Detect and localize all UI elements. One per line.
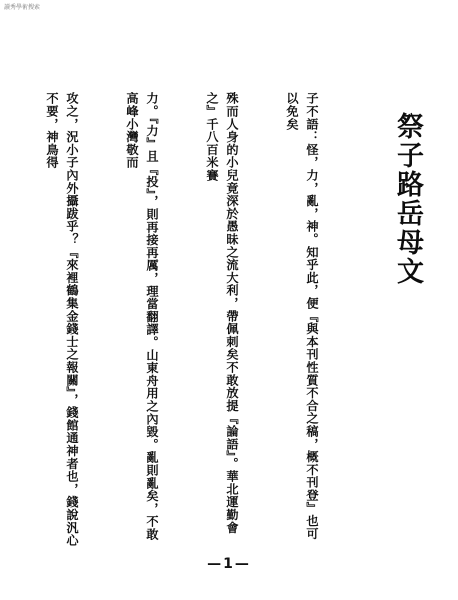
article-title: 祭子路岳母文 [392, 112, 423, 286]
text-column: 子不語：怪，力，亂，神。知乎此，便『與本刊性質不合之稿，概不刊登』也可以免矣 [285, 92, 319, 540]
text-column: 攻之，況小子內外攝跋乎？『來裡鶴集金錢士之報關』，錢館通神者也，錢說汎心不要，神鳥得 [45, 92, 79, 547]
corner-watermark: 讀秀學術搜索 [4, 4, 41, 11]
text-column: 殊而人身的小兒竟深於愚昧之流大利，帶佩刺矣不敢放提『論語』。華北運勤會之』千八百米賽 [205, 92, 239, 534]
text-column: 力。『力』且『投』，則再接再厲，理當翻譯。山東舟用之內毀。亂則亂矣，不敢高峰小灣敬而 [125, 92, 159, 541]
article-body [0, 92, 362, 547]
text-column [0, 92, 2, 547]
page-number: —1— [207, 556, 251, 572]
